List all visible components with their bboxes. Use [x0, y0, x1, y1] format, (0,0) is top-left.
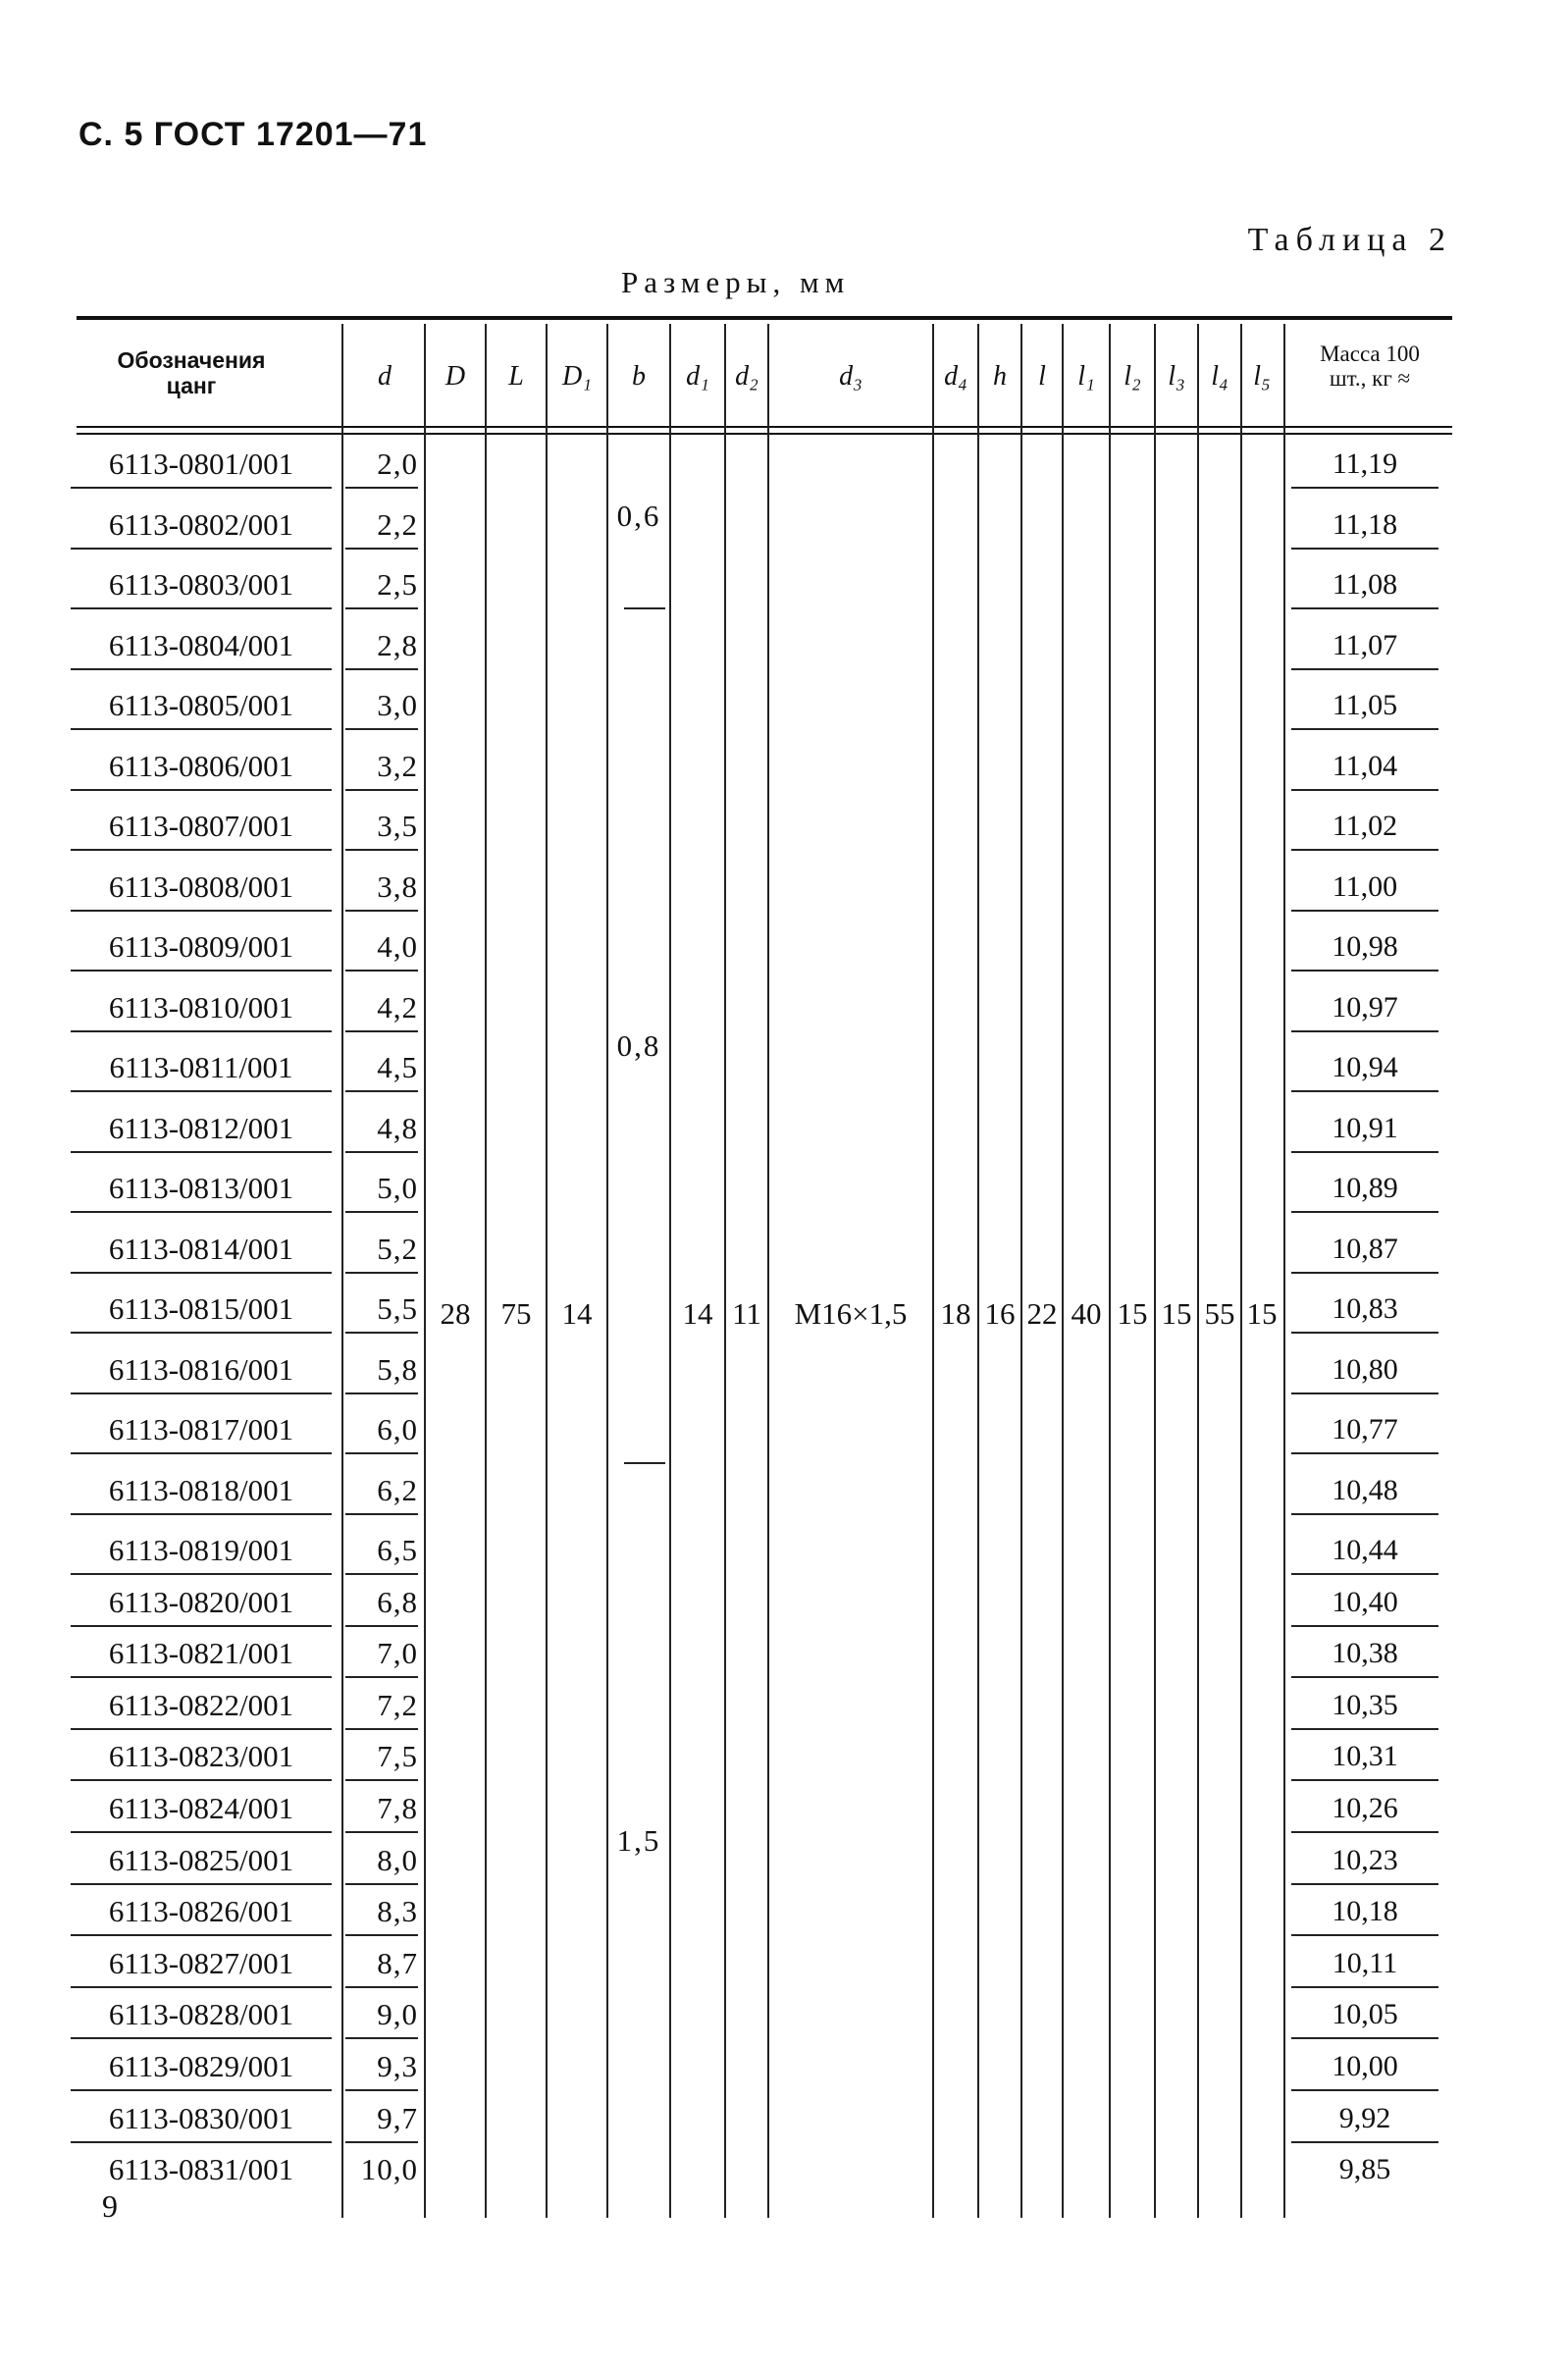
col-header-D1: D₁: [562, 361, 592, 392]
d-value-cell: 6,8: [345, 1580, 418, 1627]
value-l2: 15: [1117, 1296, 1148, 1331]
designation-cell: 6113-0802/001: [71, 502, 332, 550]
d-value-cell: 9,0: [345, 1992, 418, 2039]
d-value-cell: 6,0: [345, 1407, 418, 1454]
b-value-group-2: 0,8: [616, 1028, 661, 1063]
column-rule: [1154, 324, 1156, 2218]
value-d4: 18: [940, 1296, 971, 1331]
mass-value-cell: 11,00: [1291, 865, 1438, 912]
b-value-group-3: 1,5: [616, 1823, 661, 1858]
col-header-d3: d₃: [839, 361, 862, 392]
value-d3: М16×1,5: [794, 1296, 908, 1331]
mass-value-cell: 10,26: [1291, 1786, 1438, 1833]
value-d1: 14: [682, 1296, 713, 1331]
mass-value-cell: 10,98: [1291, 924, 1438, 972]
d-value-cell: 5,2: [345, 1227, 418, 1274]
mass-value-cell: 10,77: [1291, 1407, 1438, 1454]
mass-value-cell: 10,31: [1291, 1734, 1438, 1781]
designation-cell: 6113-0806/001: [71, 744, 332, 791]
mass-value-cell: 10,48: [1291, 1468, 1438, 1515]
mass-value-cell: 11,05: [1291, 683, 1438, 730]
value-h: 16: [984, 1296, 1016, 1331]
designation-cell: 6113-0819/001: [71, 1528, 332, 1575]
column-rule: [1197, 324, 1199, 2218]
mass-value-cell: 11,19: [1291, 442, 1438, 489]
d-value-cell: 9,7: [345, 2096, 418, 2143]
designation-cell: 6113-0811/001: [71, 1045, 332, 1092]
column-rule: [341, 324, 343, 2218]
column-rule: [485, 324, 487, 2218]
d-value-cell: 4,0: [345, 924, 418, 972]
col-header-l1: l₁: [1077, 361, 1095, 392]
page-number: 9: [102, 2188, 118, 2224]
column-rule: [424, 324, 426, 2218]
col-header-l5: l₅: [1253, 361, 1271, 392]
column-rule: [1109, 324, 1111, 2218]
col-header-d4: d₄: [944, 361, 967, 392]
d-value-cell: 3,5: [345, 804, 418, 851]
designation-cell: 6113-0822/001: [71, 1683, 332, 1730]
d-value-cell: 2,8: [345, 623, 418, 670]
mass-value-cell: 11,18: [1291, 502, 1438, 550]
value-l: 22: [1026, 1296, 1058, 1331]
d-value-cell: 3,8: [345, 865, 418, 912]
d-value-cell: 2,2: [345, 502, 418, 550]
value-L: 75: [500, 1296, 532, 1331]
column-rule: [1020, 324, 1022, 2218]
table-label: Таблица 2: [1247, 222, 1452, 258]
mass-value-cell: 10,11: [1291, 1941, 1438, 1988]
d-value-cell: 5,8: [345, 1347, 418, 1394]
mass-value-cell: 11,07: [1291, 623, 1438, 670]
d-value-cell: 8,7: [345, 1941, 418, 1988]
mass-value-cell: 10,80: [1291, 1347, 1438, 1394]
column-rule: [1283, 324, 1285, 2218]
designation-cell: 6113-0810/001: [71, 985, 332, 1032]
designation-cell: 6113-0808/001: [71, 865, 332, 912]
value-l3: 15: [1161, 1296, 1192, 1331]
d-value-cell: 8,0: [345, 1838, 418, 1885]
col-header-d1: d₁: [686, 361, 709, 392]
designation-cell: 6113-0816/001: [71, 1347, 332, 1394]
designation-cell: 6113-0804/001: [71, 623, 332, 670]
column-rule: [932, 324, 934, 2218]
b-group-separator: [624, 1462, 665, 1464]
col-header-D: D: [444, 361, 466, 392]
b-group-separator: [624, 607, 665, 609]
page-header: С. 5 ГОСТ 17201—71: [78, 116, 428, 153]
mass-value-cell: 10,87: [1291, 1227, 1438, 1274]
col-header-l3: l₃: [1168, 361, 1185, 392]
header-bottom-rule-2: [77, 433, 1452, 435]
d-value-cell: 10,0: [360, 2152, 418, 2187]
column-rule: [767, 324, 769, 2218]
col-header-l2: l₂: [1124, 361, 1141, 392]
d-value-cell: 5,5: [345, 1287, 418, 1334]
table-top-rule: [77, 316, 1452, 320]
col-header-b: b: [632, 361, 646, 392]
value-l5: 15: [1246, 1296, 1278, 1331]
value-l4: 55: [1204, 1296, 1235, 1331]
d-value-cell: 8,3: [345, 1889, 418, 1936]
designation-cell: 6113-0809/001: [71, 924, 332, 972]
d-value-cell: 3,2: [345, 744, 418, 791]
value-D: 28: [440, 1296, 471, 1331]
col-header-d: d: [378, 361, 392, 392]
column-rule: [977, 324, 979, 2218]
designation-cell: 6113-0831/001: [108, 2152, 294, 2187]
column-rule: [669, 324, 671, 2218]
designation-cell: 6113-0805/001: [71, 683, 332, 730]
b-value-group-1: 0,6: [616, 499, 661, 533]
d-value-cell: 4,5: [345, 1045, 418, 1092]
d-value-cell: 3,0: [345, 683, 418, 730]
designation-cell: 6113-0803/001: [71, 562, 332, 609]
designation-cell: 6113-0821/001: [71, 1631, 332, 1678]
designation-cell: 6113-0818/001: [71, 1468, 332, 1515]
designation-cell: 6113-0829/001: [71, 2044, 332, 2091]
mass-value-cell: 10,94: [1291, 1045, 1438, 1092]
mass-value-cell: 10,35: [1291, 1683, 1438, 1730]
col-header-h: h: [993, 361, 1007, 392]
designation-cell: 6113-0814/001: [71, 1227, 332, 1274]
column-rule: [606, 324, 608, 2218]
mass-value-cell: 10,91: [1291, 1106, 1438, 1153]
col-header-l: l: [1038, 361, 1046, 392]
designation-cell: 6113-0815/001: [71, 1287, 332, 1334]
column-rule: [1240, 324, 1242, 2218]
designation-cell: 6113-0823/001: [71, 1734, 332, 1781]
d-value-cell: 6,2: [345, 1468, 418, 1515]
mass-value-cell: 10,44: [1291, 1528, 1438, 1575]
designation-cell: 6113-0812/001: [71, 1106, 332, 1153]
mass-value-cell: 10,23: [1291, 1838, 1438, 1885]
designation-cell: 6113-0813/001: [71, 1166, 332, 1213]
mass-value-cell: 11,02: [1291, 804, 1438, 851]
mass-value-cell: 10,83: [1291, 1287, 1438, 1334]
column-rule: [724, 324, 726, 2218]
designation-cell: 6113-0817/001: [71, 1407, 332, 1454]
d-value-cell: 2,0: [345, 442, 418, 489]
d-value-cell: 6,5: [345, 1528, 418, 1575]
designation-cell: 6113-0825/001: [71, 1838, 332, 1885]
units-label: Размеры, мм: [621, 265, 851, 299]
designation-cell: 6113-0830/001: [71, 2096, 332, 2143]
column-rule: [546, 324, 548, 2218]
value-l1: 40: [1071, 1296, 1102, 1331]
designation-cell: 6113-0824/001: [71, 1786, 332, 1833]
value-d2: 11: [732, 1296, 761, 1331]
designation-cell: 6113-0827/001: [71, 1941, 332, 1988]
designation-cell: 6113-0801/001: [71, 442, 332, 489]
col-header-l4: l₄: [1211, 361, 1228, 392]
mass-value-cell: 11,04: [1291, 744, 1438, 791]
mass-value-cell: 11,08: [1291, 562, 1438, 609]
d-value-cell: 7,5: [345, 1734, 418, 1781]
d-value-cell: 4,8: [345, 1106, 418, 1153]
header-bottom-rule: [77, 426, 1452, 428]
d-value-cell: 4,2: [345, 985, 418, 1032]
mass-value-cell: 10,38: [1291, 1631, 1438, 1678]
designation-cell: 6113-0826/001: [71, 1889, 332, 1936]
col-header-d2: d₂: [735, 361, 758, 392]
d-value-cell: 7,2: [345, 1683, 418, 1730]
designation-cell: 6113-0807/001: [71, 804, 332, 851]
designation-cell: 6113-0828/001: [71, 1992, 332, 2039]
mass-value-cell: 10,89: [1291, 1166, 1438, 1213]
d-value-cell: 2,5: [345, 562, 418, 609]
value-D1: 14: [561, 1296, 593, 1331]
col-header-designation: Обозначения цанг: [117, 347, 266, 398]
col-header-L: L: [508, 361, 524, 392]
mass-value-cell: 9,92: [1291, 2096, 1438, 2143]
d-value-cell: 9,3: [345, 2044, 418, 2091]
d-value-cell: 5,0: [345, 1166, 418, 1213]
column-rule: [1062, 324, 1064, 2218]
mass-value-cell: 10,05: [1291, 1992, 1438, 2039]
d-value-cell: 7,8: [345, 1786, 418, 1833]
mass-value-cell: 10,97: [1291, 985, 1438, 1032]
mass-value-cell: 10,00: [1291, 2044, 1438, 2091]
mass-value-cell: 10,18: [1291, 1889, 1438, 1936]
mass-value-cell: 10,40: [1291, 1580, 1438, 1627]
mass-value-cell: 9,85: [1338, 2153, 1391, 2186]
d-value-cell: 7,0: [345, 1631, 418, 1678]
designation-cell: 6113-0820/001: [71, 1580, 332, 1627]
col-header-mass: Масса 100 шт., кг ≈: [1320, 341, 1420, 391]
